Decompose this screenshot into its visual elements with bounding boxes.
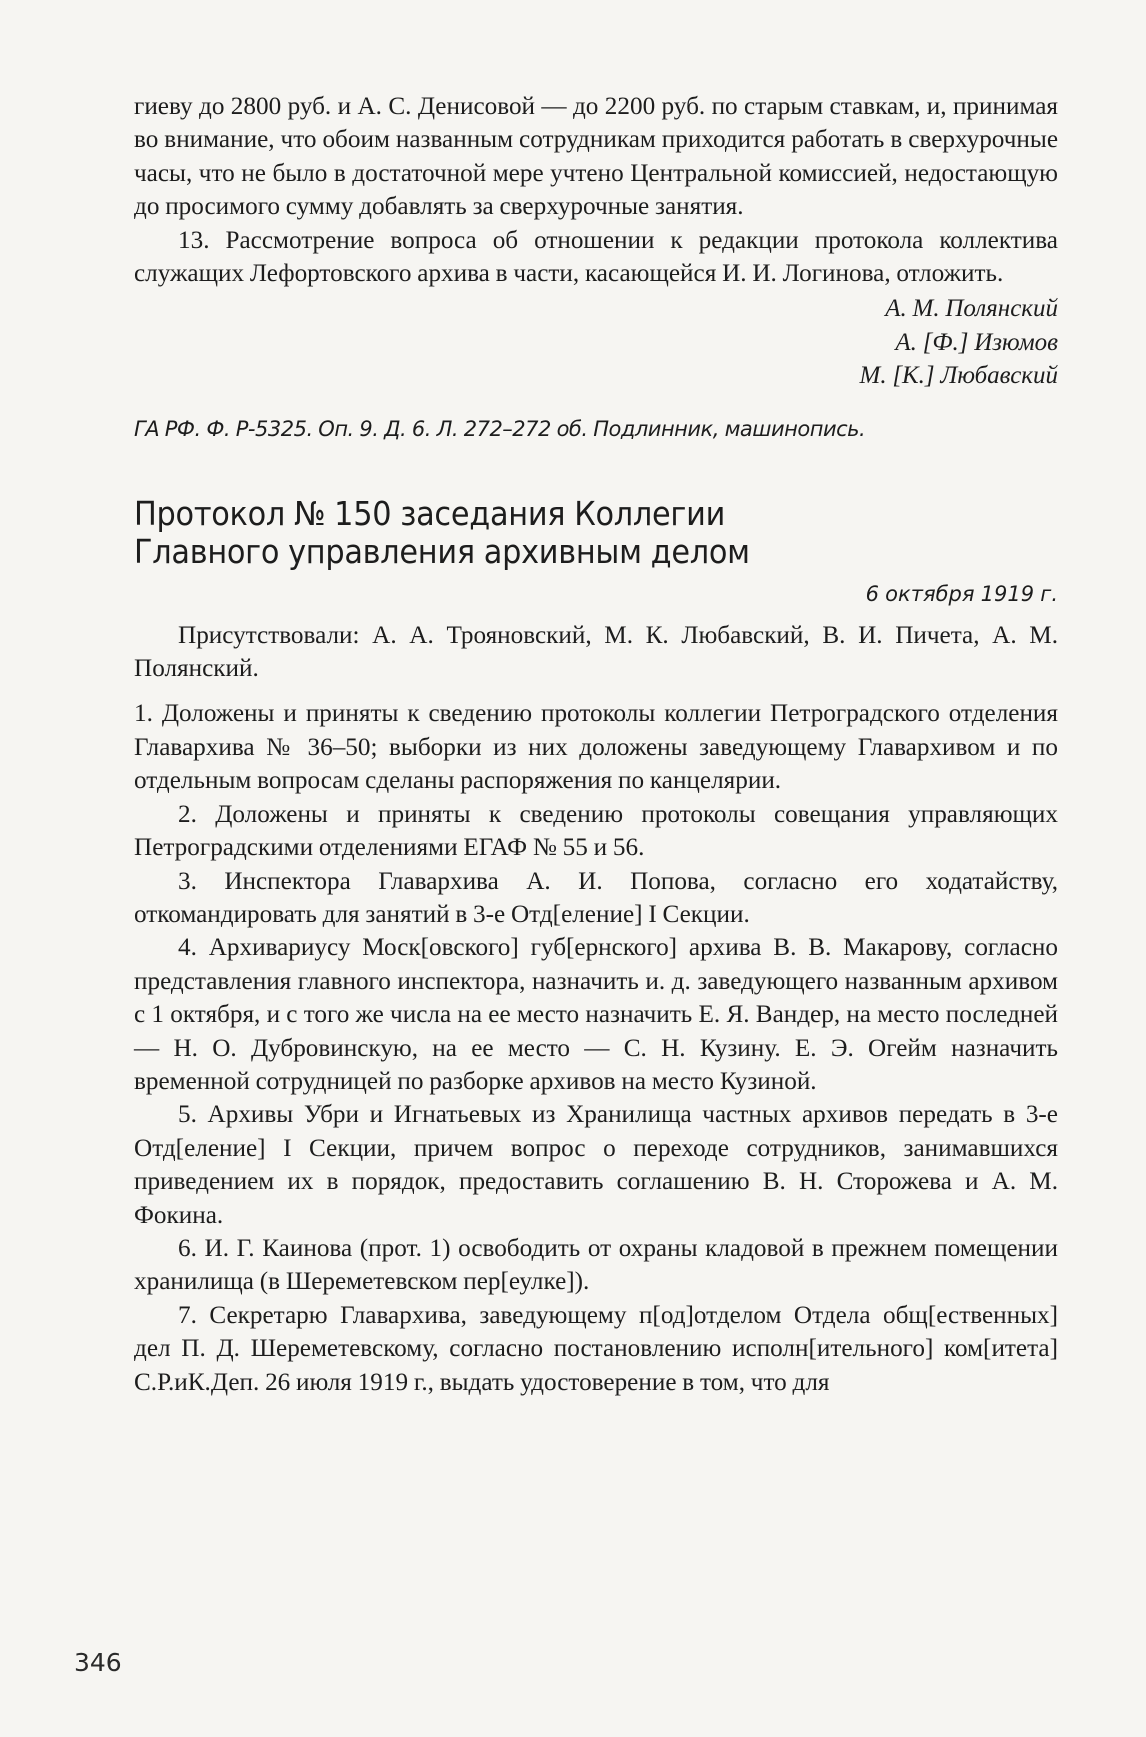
- protocol-item-4: 4. Архивариусу Моск[овского] губ[ернского] архива В. В. Макарову, согласно представления главного инспектора, назначить и. д. заведующего названным архивом с 1 октября, и с того же числа на ее место назначить Е. Я. Вандер, на место последней — Н. О. Дубровинскую, на ее место — С. Н. Кузину. Е. Э. Огейм назначить временной сотрудницей по разборке архивов на место Кузиной.: [134, 934, 1058, 1095]
- signature-line: А. [Ф.] Изюмов: [895, 328, 1058, 356]
- continuation-paragraph: гиеву до 2800 руб. и А. С. Денисовой — до 2200 руб. по старым ставкам, и, принимая во внимание, что обоим названным сотрудникам приходится работать в сверхурочные часы, что не было в достаточной мере учтено Центральной комиссией, недостающую до просимого сумму добавлять за сверхурочные занятия.: [134, 93, 1058, 221]
- signature-line: М. [К.] Любавский: [859, 362, 1058, 390]
- protocol-item-3: 3. Инспектора Главархива А. И. Попова, согласно его ходатайству, откомандировать для занятий в 3-е Отд[еление] I Секции.: [134, 867, 1058, 928]
- protocol-item-7: 7. Секретарю Главархива, заведующему п[од]отделом Отдела общ[ественных] дел П. Д. Шереметевскому, согласно постановлению исполн[ительного] ком[итета] С.Р.иК.Деп. 26 июля 1919 г., выдать удостоверение в том, что для: [134, 1301, 1058, 1396]
- protocol-item-6: 6. И. Г. Каинова (прот. 1) освободить от охраны кладовой в прежнем помещении хранилища (в Шереметевском пер[еулке]).: [134, 1234, 1058, 1296]
- signature-block: [134, 292, 1058, 392]
- protocol-item-2: 2. Доложены и приняты к сведению протоколы совещания управляющих Петроградскими отделениями ЕГАФ № 55 и 56.: [134, 800, 1058, 862]
- protocol-title-line-1: Протокол № 150 заседания Коллегии: [134, 493, 726, 533]
- item-13-paragraph: 13. Рассмотрение вопроса об отношении к редакции протокола коллектива служащих Лефортовского архива в части, касающейся И. И. Логинова, отложить.: [134, 226, 1058, 288]
- signature-line: А. М. Полянский: [885, 295, 1058, 323]
- protocol-item-5: 5. Архивы Убри и Игнатьевых из Хранилища частных архивов передать в 3-е Отд[еление] I Секции, причем вопрос о переходе сотрудников, занимавшихся приведением их в порядок, предоставить соглашению В. Н. Сторожева и А. М. Фокина.: [134, 1101, 1058, 1229]
- protocol-item-1: 1. Доложены и приняты к сведению протоколы коллегии Петроградского отделения Главархива № 36–50; выборки из них доложены заведующему Главархивом и по отдельным вопросам сделаны распоряжения по канцелярии.: [134, 700, 1058, 795]
- archival-source-note: ГА РФ. Ф. Р-5325. Оп. 9. Д. 6. Л. 272–272 об. Подлинник, машинопись.: [134, 416, 866, 441]
- text-column: [134, 90, 1058, 1399]
- protocol-heading: [134, 495, 1058, 571]
- attendance-paragraph: Присутствовали: А. А. Трояновский, М. К. Любавский, В. И. Пичета, А. М. Полянский.: [134, 621, 1058, 683]
- protocol-title-line-2: Главного управления архивным делом: [134, 531, 750, 571]
- page-number: 346: [74, 1648, 122, 1677]
- protocol-date: 6 октября 1919 г.: [865, 581, 1058, 606]
